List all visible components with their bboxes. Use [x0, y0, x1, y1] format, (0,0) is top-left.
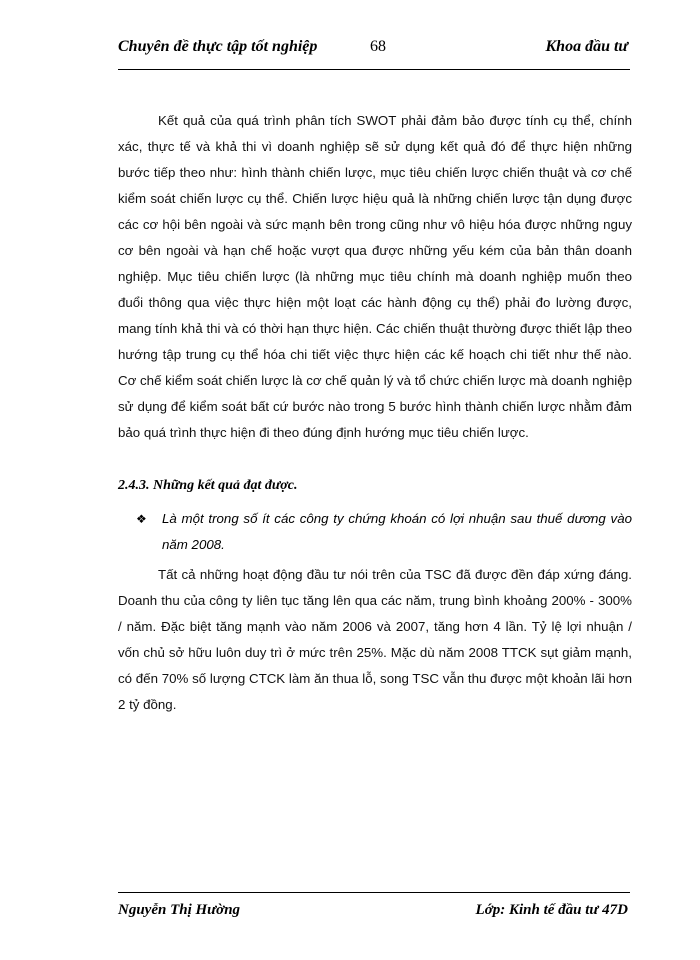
footer-author: Nguyễn Thị Hường: [118, 902, 241, 918]
header-department: Khoa đầu tư: [545, 38, 628, 55]
bullet-text: Là một trong số ít các công ty chứng khoán có lợi nhuận sau thuế dương vào năm 2008.: [162, 511, 632, 552]
bullet-item: [136, 506, 632, 558]
page-header: [118, 38, 630, 62]
page-number: 68: [370, 38, 386, 55]
header-title: Chuyên đề thực tập tốt nghiệp: [118, 38, 318, 55]
paragraph-swot: Kết quả của quá trình phân tích SWOT phải đảm bảo được tính cụ thể, chính xác, thực tế và khả thi vì doanh nghiệp sẽ sử dụng kết quả đó để thực hiện những bước tiếp theo như: hình thành chiến lược, mục tiêu chiến lược chiến thuật và cơ chế kiểm soát chiến lược cụ thể. Chiến lược hiệu quả là những chiến lược tận dụng được các cơ hội bên ngoài và sức mạnh bên trong cũng như vô hiệu hóa được những nguy cơ bên ngoài và hạn chế hoặc vượt qua được những yếu kém của bản thân doanh nghiệp. Mục tiêu chiến lược (là những mục tiêu chính mà doanh nghiệp muốn theo đuổi thông qua việc thực hiện một loạt các hành động cụ thể) phải đo lường được, mang tính khả thi và có thời hạn thực hiện. Các chiến thuật thường được thiết lập theo hướng tập trung cụ thể hóa chi tiết việc thực hiện các kế hoạch chi tiết như thế nào. Cơ chế kiểm soát chiến lược là cơ chế quản lý và tổ chức chiến lược mà doanh nghiệp sử dụng để kiểm soát bất cứ bước nào trong 5 bước hình thành chiến lược nhằm đảm bảo quá trình thực hiện đi theo đúng định hướng mục tiêu chiến lược.: [118, 113, 632, 440]
footer-rule: [118, 892, 630, 893]
header-rule: [118, 69, 630, 70]
paragraph-results: Tất cả những hoạt động đầu tư nói trên của TSC đã được đền đáp xứng đáng. Doanh thu của công ty liên tục tăng lên qua các năm, trung bình khoảng 200% - 300% / năm. Đặc biệt tăng mạnh vào năm 2006 và 2007, tăng hơn 4 lần. Tỷ lệ lợi nhuận / vốn chủ sở hữu luôn duy trì ở mức trên 25%. Mặc dù năm 2008 TTCK sụt giảm mạnh, có đến 70% số lượng CTCK làm ăn thua lỗ, song TSC vẫn thu được một khoản lãi hơn 2 tỷ đồng.: [118, 567, 632, 712]
main-body: [118, 108, 632, 446]
diamond-bullet-icon: ❖: [136, 512, 147, 526]
footer-class: Lớp: Kinh tế đầu tư 47D: [475, 902, 628, 918]
section-heading: 2.4.3. Những kết quả đạt được.: [118, 478, 298, 493]
results-body: [118, 562, 632, 718]
page-footer: [118, 902, 630, 926]
